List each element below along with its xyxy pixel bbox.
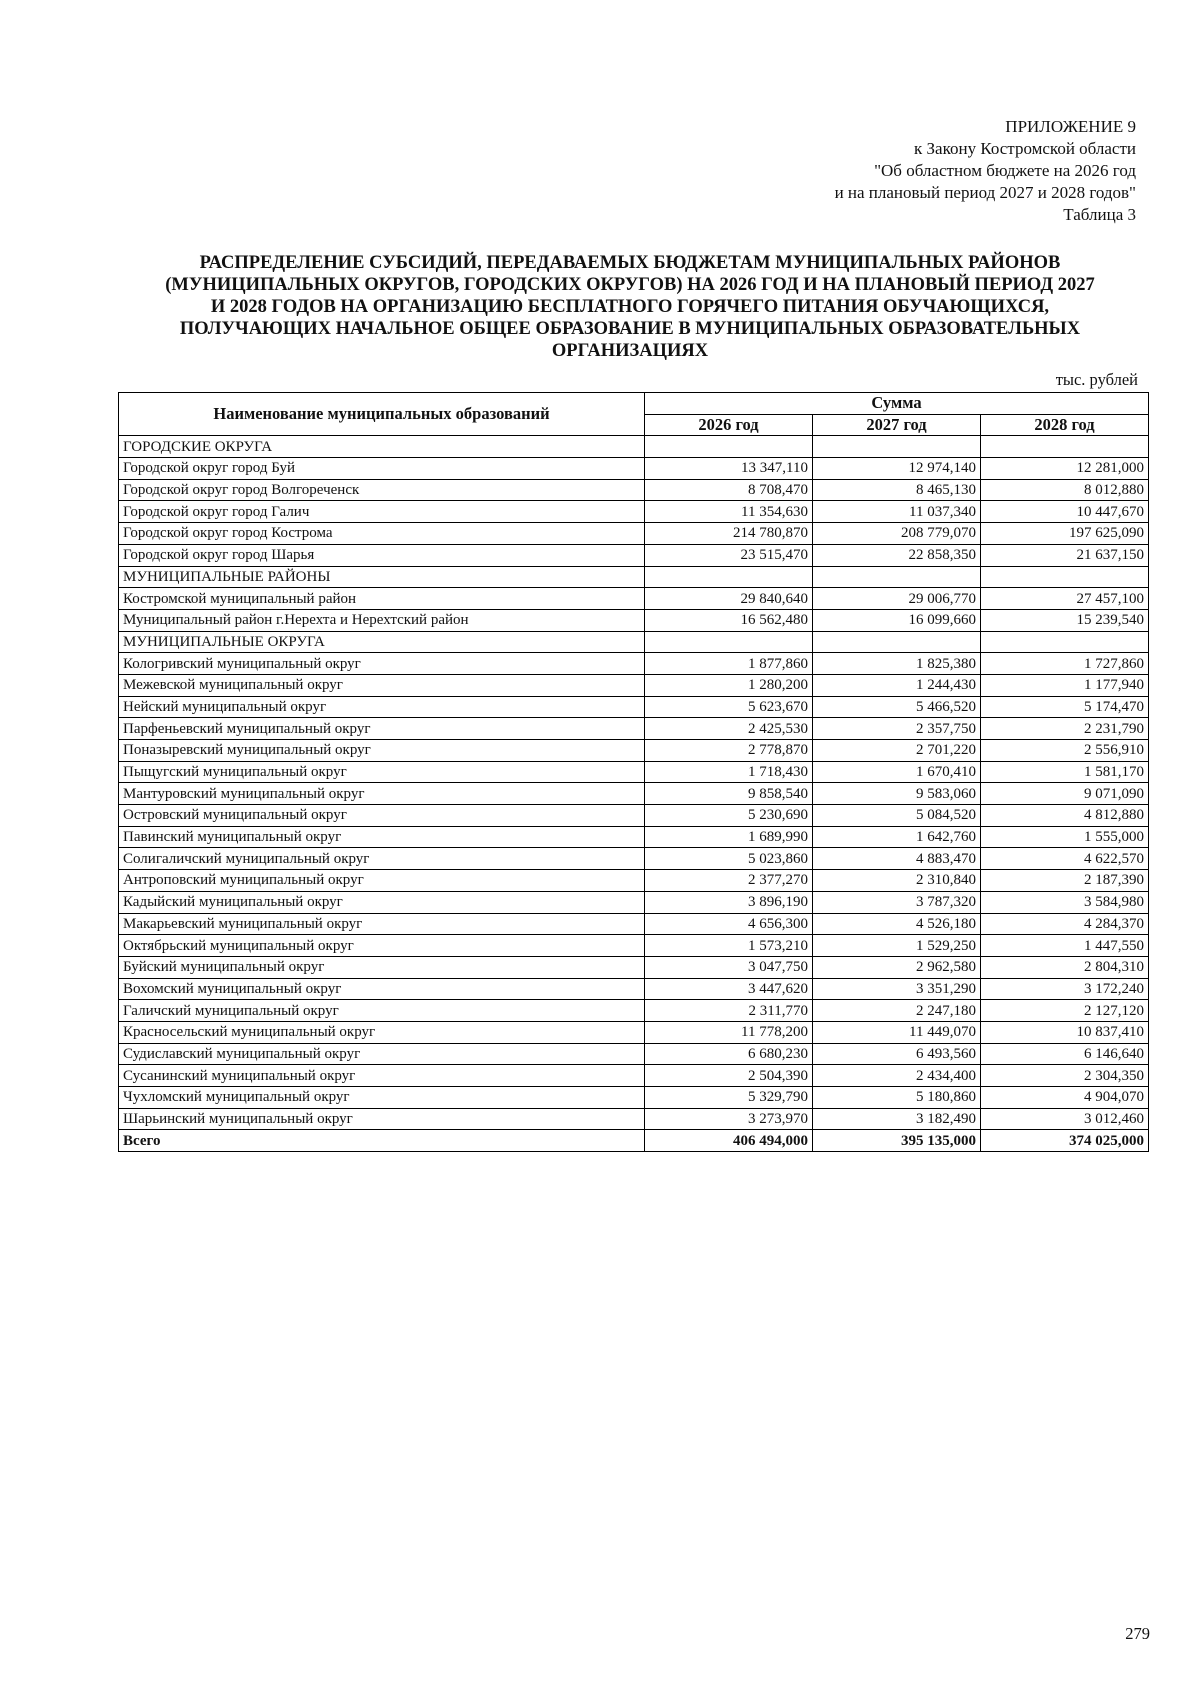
- amount-cell: 27 457,100: [981, 588, 1149, 610]
- amount-cell: 5 180,860: [813, 1087, 981, 1109]
- municipality-name: Кологривский муниципальный округ: [119, 653, 645, 675]
- amount-cell: 1 244,430: [813, 674, 981, 696]
- section-row: [119, 631, 1149, 653]
- amount-cell: 2 962,580: [813, 956, 981, 978]
- table-row: [119, 913, 1149, 935]
- amount-cell: 8 465,130: [813, 479, 981, 501]
- amount-cell: 395 135,000: [813, 1130, 981, 1152]
- amount-cell: 1 280,200: [645, 674, 813, 696]
- amount-cell: 12 281,000: [981, 458, 1149, 480]
- table-row: [119, 718, 1149, 740]
- amount-cell: 5 466,520: [813, 696, 981, 718]
- amount-cell: 1 877,860: [645, 653, 813, 675]
- table-row: [119, 848, 1149, 870]
- table-row: [119, 696, 1149, 718]
- amount-cell: 4 812,880: [981, 805, 1149, 827]
- header-year-2028: 2028 год: [981, 414, 1149, 436]
- table-row: [119, 458, 1149, 480]
- table-row: [119, 956, 1149, 978]
- amount-cell: 13 347,110: [645, 458, 813, 480]
- amount-cell: 2 357,750: [813, 718, 981, 740]
- amount-cell: [981, 566, 1149, 588]
- amount-cell: 8 012,880: [981, 479, 1149, 501]
- table-row: [119, 1000, 1149, 1022]
- amount-cell: [981, 631, 1149, 653]
- amount-cell: 1 177,940: [981, 674, 1149, 696]
- amount-cell: [813, 436, 981, 458]
- amount-cell: 10 837,410: [981, 1021, 1149, 1043]
- municipality-name: Красносельский муниципальный округ: [119, 1021, 645, 1043]
- table-row: [119, 826, 1149, 848]
- amount-cell: 1 581,170: [981, 761, 1149, 783]
- amount-cell: 16 099,660: [813, 609, 981, 631]
- amount-cell: [645, 631, 813, 653]
- municipality-name: Вохомский муниципальный округ: [119, 978, 645, 1000]
- amount-cell: 2 187,390: [981, 870, 1149, 892]
- table-row: [119, 1108, 1149, 1130]
- municipality-name: Межевской муниципальный округ: [119, 674, 645, 696]
- header-name: Наименование муниципальных образований: [119, 393, 645, 436]
- amount-cell: 6 493,560: [813, 1043, 981, 1065]
- appendix-line: к Закону Костромской области: [914, 139, 1136, 158]
- municipality-name: Буйский муниципальный округ: [119, 956, 645, 978]
- amount-cell: 4 284,370: [981, 913, 1149, 935]
- municipality-name: Солигаличский муниципальный округ: [119, 848, 645, 870]
- title-line: И 2028 ГОДОВ НА ОРГАНИЗАЦИЮ БЕСПЛАТНОГО ГОРЯЧЕГО ПИТАНИЯ ОБУЧАЮЩИХСЯ,: [210, 297, 1050, 317]
- amount-cell: 2 231,790: [981, 718, 1149, 740]
- amount-cell: 1 727,860: [981, 653, 1149, 675]
- amount-cell: 3 172,240: [981, 978, 1149, 1000]
- amount-cell: 2 304,350: [981, 1065, 1149, 1087]
- amount-cell: 2 556,910: [981, 740, 1149, 762]
- amount-cell: 6 680,230: [645, 1043, 813, 1065]
- municipality-name: Городской округ город Кострома: [119, 523, 645, 545]
- table-row: [119, 761, 1149, 783]
- table-row: [119, 544, 1149, 566]
- amount-cell: 2 778,870: [645, 740, 813, 762]
- municipality-name: Островский муниципальный округ: [119, 805, 645, 827]
- municipality-name: Городской округ город Буй: [119, 458, 645, 480]
- amount-cell: 5 623,670: [645, 696, 813, 718]
- municipality-name: Антроповский муниципальный округ: [119, 870, 645, 892]
- municipality-name: Судиславский муниципальный округ: [119, 1043, 645, 1065]
- table-row: [119, 935, 1149, 957]
- appendix-line: "Об областном бюджете на 2026 год: [874, 161, 1136, 180]
- table-row: [119, 978, 1149, 1000]
- municipality-name: Костромской муниципальный район: [119, 588, 645, 610]
- units-label: тыс. рублей: [1055, 370, 1138, 389]
- municipality-name: Сусанинский муниципальный округ: [119, 1065, 645, 1087]
- amount-cell: 3 787,320: [813, 891, 981, 913]
- table-row: [119, 891, 1149, 913]
- amount-cell: 374 025,000: [981, 1130, 1149, 1152]
- amount-cell: 1 573,210: [645, 935, 813, 957]
- amount-cell: 5 174,470: [981, 696, 1149, 718]
- header-sum: Сумма: [645, 393, 1149, 415]
- municipality-name: Пыщугский муниципальный округ: [119, 761, 645, 783]
- amount-cell: 4 883,470: [813, 848, 981, 870]
- amount-cell: 9 858,540: [645, 783, 813, 805]
- amount-cell: 12 974,140: [813, 458, 981, 480]
- amount-cell: 3 584,980: [981, 891, 1149, 913]
- table-row: [119, 501, 1149, 523]
- table-row: [119, 870, 1149, 892]
- amount-cell: 9 071,090: [981, 783, 1149, 805]
- amount-cell: 2 127,120: [981, 1000, 1149, 1022]
- municipality-name: Кадыйский муниципальный округ: [119, 891, 645, 913]
- table-row: [119, 609, 1149, 631]
- amount-cell: 3 182,490: [813, 1108, 981, 1130]
- municipality-name: Павинский муниципальный округ: [119, 826, 645, 848]
- municipality-name: Октябрьский муниципальный округ: [119, 935, 645, 957]
- amount-cell: 29 006,770: [813, 588, 981, 610]
- amount-cell: 5 329,790: [645, 1087, 813, 1109]
- appendix-header: [835, 116, 1136, 226]
- header-year-2026: 2026 год: [645, 414, 813, 436]
- amount-cell: 197 625,090: [981, 523, 1149, 545]
- section-row: [119, 436, 1149, 458]
- municipality-name: Городской округ город Шарья: [119, 544, 645, 566]
- amount-cell: 21 637,150: [981, 544, 1149, 566]
- municipality-name: Городской округ город Волгореченск: [119, 479, 645, 501]
- amount-cell: 2 701,220: [813, 740, 981, 762]
- municipality-name: Городской округ город Галич: [119, 501, 645, 523]
- amount-cell: 2 247,180: [813, 1000, 981, 1022]
- table-row: [119, 523, 1149, 545]
- amount-cell: 16 562,480: [645, 609, 813, 631]
- amount-cell: 2 311,770: [645, 1000, 813, 1022]
- amount-cell: 22 858,350: [813, 544, 981, 566]
- amount-cell: 1 447,550: [981, 935, 1149, 957]
- table-row: [119, 740, 1149, 762]
- section-name: МУНИЦИПАЛЬНЫЕ РАЙОНЫ: [119, 566, 645, 588]
- table-row: [119, 783, 1149, 805]
- table-row: [119, 479, 1149, 501]
- amount-cell: 4 622,570: [981, 848, 1149, 870]
- municipality-name: Шарьинский муниципальный округ: [119, 1108, 645, 1130]
- amount-cell: 8 708,470: [645, 479, 813, 501]
- title-line: РАСПРЕДЕЛЕНИЕ СУБСИДИЙ, ПЕРЕДАВАЕМЫХ БЮДЖЕТАМ МУНИЦИПАЛЬНЫХ РАЙОНОВ: [199, 253, 1061, 273]
- appendix-line: и на плановый период 2027 и 2028 годов": [834, 183, 1136, 202]
- table-row: [119, 1087, 1149, 1109]
- amount-cell: 1 642,760: [813, 826, 981, 848]
- amount-cell: 4 526,180: [813, 913, 981, 935]
- amount-cell: 1 825,380: [813, 653, 981, 675]
- amount-cell: 3 896,190: [645, 891, 813, 913]
- amount-cell: 3 047,750: [645, 956, 813, 978]
- subsidy-table: [118, 392, 1149, 1152]
- table-row: [119, 674, 1149, 696]
- amount-cell: 10 447,670: [981, 501, 1149, 523]
- amount-cell: 3 012,460: [981, 1108, 1149, 1130]
- amount-cell: [981, 436, 1149, 458]
- amount-cell: 214 780,870: [645, 523, 813, 545]
- amount-cell: 6 146,640: [981, 1043, 1149, 1065]
- title-line: (МУНИЦИПАЛЬНЫХ ОКРУГОВ, ГОРОДСКИХ ОКРУГОВ) НА 2026 ГОД И НА ПЛАНОВЫЙ ПЕРИОД 2027: [165, 275, 1095, 295]
- amount-cell: 29 840,640: [645, 588, 813, 610]
- amount-cell: 1 689,990: [645, 826, 813, 848]
- table-row: [119, 1021, 1149, 1043]
- amount-cell: 2 434,400: [813, 1065, 981, 1087]
- amount-cell: 5 023,860: [645, 848, 813, 870]
- amount-cell: 1 670,410: [813, 761, 981, 783]
- table-row: [119, 1043, 1149, 1065]
- amount-cell: [813, 631, 981, 653]
- total-row: [119, 1130, 1149, 1152]
- amount-cell: 3 447,620: [645, 978, 813, 1000]
- municipality-name: Поназыревский муниципальный округ: [119, 740, 645, 762]
- amount-cell: 11 354,630: [645, 501, 813, 523]
- amount-cell: 208 779,070: [813, 523, 981, 545]
- municipality-name: Парфеньевский муниципальный округ: [119, 718, 645, 740]
- amount-cell: 5 084,520: [813, 805, 981, 827]
- municipality-name: Мантуровский муниципальный округ: [119, 783, 645, 805]
- title-line: ПОЛУЧАЮЩИХ НАЧАЛЬНОЕ ОБЩЕЕ ОБРАЗОВАНИЕ В МУНИЦИПАЛЬНЫХ ОБРАЗОВАТЕЛЬНЫХ: [179, 319, 1081, 339]
- amount-cell: 23 515,470: [645, 544, 813, 566]
- amount-cell: [645, 436, 813, 458]
- amount-cell: 2 804,310: [981, 956, 1149, 978]
- amount-cell: 1 529,250: [813, 935, 981, 957]
- amount-cell: 11 037,340: [813, 501, 981, 523]
- title-line: ОРГАНИЗАЦИЯХ: [551, 341, 709, 361]
- amount-cell: 11 778,200: [645, 1021, 813, 1043]
- amount-cell: 3 273,970: [645, 1108, 813, 1130]
- appendix-line: Таблица 3: [1063, 205, 1136, 224]
- amount-cell: 15 239,540: [981, 609, 1149, 631]
- amount-cell: 1 718,430: [645, 761, 813, 783]
- amount-cell: [645, 566, 813, 588]
- municipality-name: Макарьевский муниципальный округ: [119, 913, 645, 935]
- amount-cell: 4 904,070: [981, 1087, 1149, 1109]
- amount-cell: 9 583,060: [813, 783, 981, 805]
- amount-cell: 2 310,840: [813, 870, 981, 892]
- table-row: [119, 653, 1149, 675]
- document-title: [100, 252, 1160, 362]
- amount-cell: 1 555,000: [981, 826, 1149, 848]
- section-row: [119, 566, 1149, 588]
- table-row: [119, 805, 1149, 827]
- municipality-name: Галичский муниципальный округ: [119, 1000, 645, 1022]
- section-name: МУНИЦИПАЛЬНЫЕ ОКРУГА: [119, 631, 645, 653]
- municipality-name: Чухломский муниципальный округ: [119, 1087, 645, 1109]
- municipality-name: Муниципальный район г.Нерехта и Нерехтский район: [119, 609, 645, 631]
- municipality-name: Нейский муниципальный округ: [119, 696, 645, 718]
- appendix-line: ПРИЛОЖЕНИЕ 9: [1005, 117, 1136, 136]
- amount-cell: 2 504,390: [645, 1065, 813, 1087]
- table-body: [119, 436, 1149, 1152]
- amount-cell: 11 449,070: [813, 1021, 981, 1043]
- section-name: ГОРОДСКИЕ ОКРУГА: [119, 436, 645, 458]
- amount-cell: 2 377,270: [645, 870, 813, 892]
- page-number: 279: [1125, 1624, 1150, 1643]
- table-row: [119, 1065, 1149, 1087]
- amount-cell: 5 230,690: [645, 805, 813, 827]
- amount-cell: 4 656,300: [645, 913, 813, 935]
- amount-cell: 406 494,000: [645, 1130, 813, 1152]
- table-row: [119, 588, 1149, 610]
- header-year-2027: 2027 год: [813, 414, 981, 436]
- amount-cell: 3 351,290: [813, 978, 981, 1000]
- amount-cell: [813, 566, 981, 588]
- amount-cell: 2 425,530: [645, 718, 813, 740]
- municipality-name: Всего: [119, 1130, 645, 1152]
